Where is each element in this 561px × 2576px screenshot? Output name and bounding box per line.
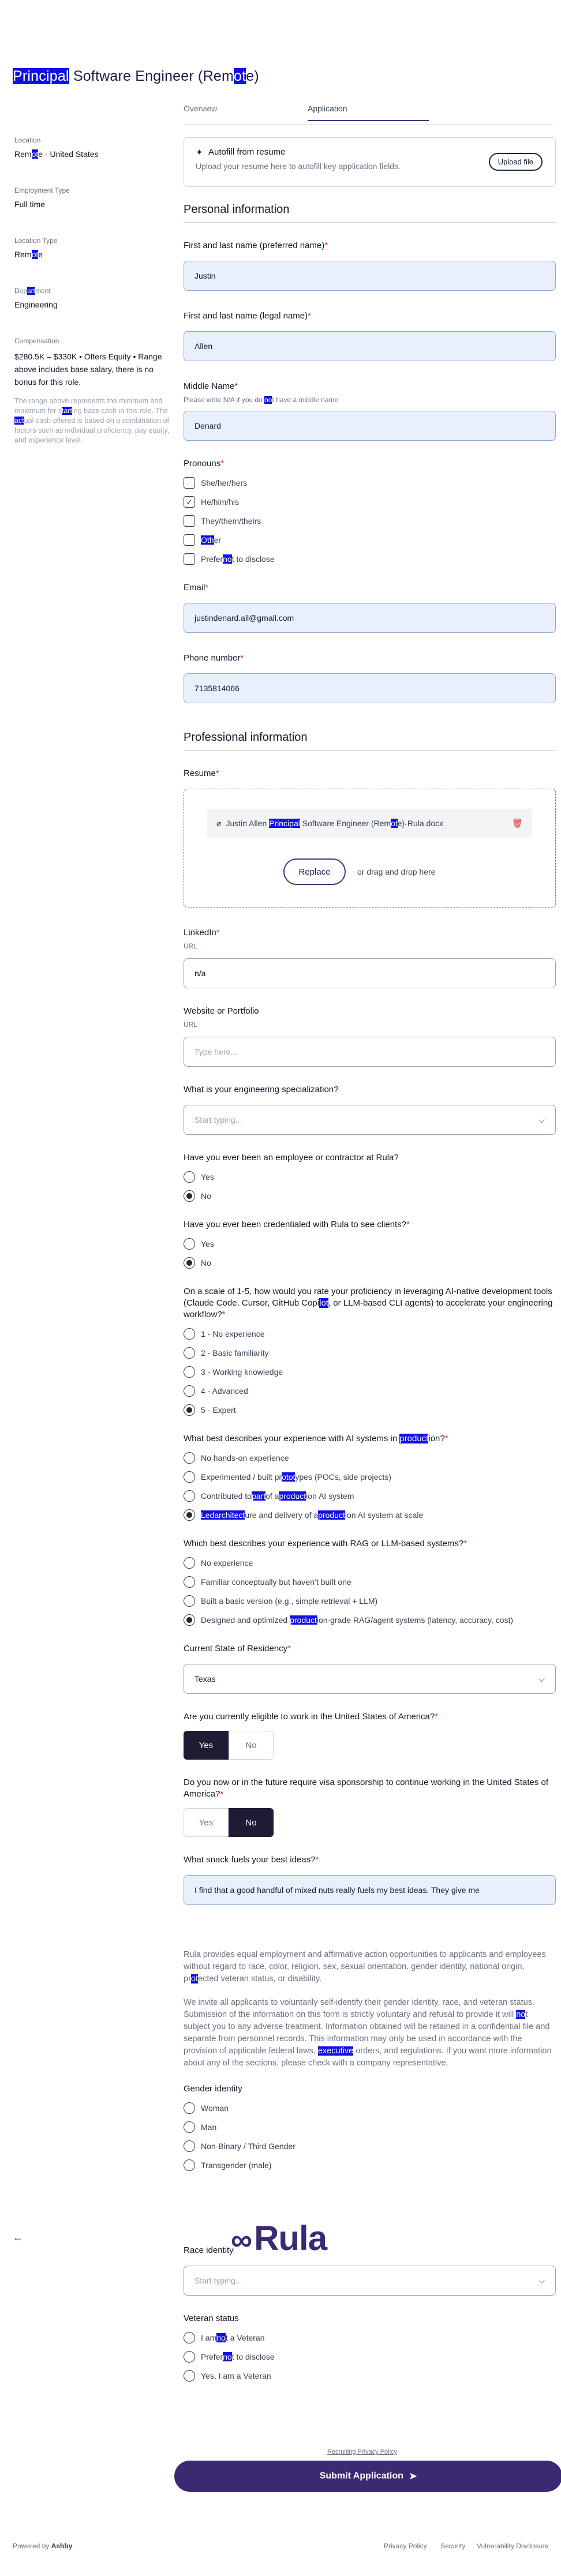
veteran-yes[interactable]: Yes, I am a Veteran [184,2370,556,2382]
middle-name-field: Middle Name* Please write N/A if you do not have a middle name Denard [184,381,556,441]
eligible-field: Are you currently eligible to work in the United States of America?* Yes No [184,1711,556,1760]
ai-option-3[interactable]: Contributed to part of a product ion AI system [184,1490,556,1502]
upload-file-button[interactable]: Upload file [489,153,543,171]
compensation-label: Compensation [14,337,59,345]
veteran-not[interactable]: I am no t a Veteran [184,2332,556,2343]
pronoun-option-she[interactable]: She/her/hers [184,477,556,489]
ai-option-2[interactable]: Experimented / built pr otot ypes (POCs, side projects) [184,1471,556,1483]
rag-option-2[interactable]: Familiar conceptually but haven’t built one [184,1576,556,1588]
veteran-field: Veteran status I am no t a Veteran Prefer no t to disclose Yes, I am a Veteran [184,2313,556,2382]
linkedin-input[interactable]: n/a [184,958,556,988]
compensation-value: $280.5K – $330K • Offers Equity • Range above includes base salary, there is no bonus for this role. [14,352,162,387]
contractor-field: Have you ever been an employee or contractor at Rula? Yes No [184,1152,556,1202]
autofill-card [184,137,556,187]
tab-application[interactable]: Application [308,104,429,121]
gender-field: Gender identity Woman Man Non-Binary / Third Gender Transgender (male) [184,2083,556,2171]
specialization-select[interactable]: Start typing... ⌵ [184,1105,556,1135]
professional-info-heading: Professional information [184,731,556,751]
job-sidebar [14,136,170,445]
residency-select[interactable]: Texas ⌵ [184,1664,556,1694]
send-icon: ➤ [409,2472,417,2481]
back-arrow-icon[interactable]: ← [13,2232,23,2243]
rag-field: Which best describes your experience with RAG or LLM-based systems?* No experience Familiar conceptually but haven’t built one Built a basic version (e.g., simple retrieval + LLM) Designed and optimized production-grade RAG/agent systems (latency, accuracy, cost) [184,1538,556,1626]
gender-nonbinary[interactable]: Non-Binary / Third Gender [184,2140,556,2152]
legal-name-input[interactable]: Allen [184,331,556,361]
department-value: Engineering [14,300,58,309]
veteran-prefer-not[interactable]: Prefer no t to disclose [184,2351,556,2363]
replace-button[interactable]: Replace [283,858,346,885]
scale-option-2[interactable]: 2 - Basic familiarity [184,1347,556,1359]
department-label: Department [14,287,51,295]
location-type-label: Location Type [14,237,58,245]
vulnerability-disclosure-link[interactable]: Vulnerability Disclosure [477,2542,549,2550]
preferred-name-field: First and last name (preferred name)* Justin [184,240,556,291]
tab-overview[interactable]: Overview [184,104,218,113]
eligible-yes-button[interactable]: Yes [184,1731,229,1760]
resume-field: Resume* ⌀ Justin Allen Principal Software Engineer (Remote)-Rula.docx 🗑 Replace or drag and drop here [184,768,556,908]
scale-option-4[interactable]: 4 - Advanced [184,1385,556,1397]
resume-dropzone[interactable] [184,789,556,908]
pronouns-field: Pronouns* She/her/hers ✓ He/him/his They/them/theirs Oth er Prefer no t to disclose [184,458,556,565]
resume-filename: Justin Allen Principal Software Engineer (Remote)-Rula.docx [226,819,444,828]
chevron-down-icon: ⌵ [538,1674,545,1683]
page-title: Principal Software Engineer (Remote) [13,68,259,84]
email-input[interactable]: justindenard.all@gmail.com [184,603,556,633]
pronoun-option-prefer-not[interactable]: Prefer no t to disclose [184,553,556,565]
residency-field: Current State of Residency* Texas ⌵ [184,1643,556,1694]
visa-no-button[interactable]: No [229,1808,274,1837]
contractor-yes[interactable]: Yes [184,1171,556,1183]
website-field: Website or Portfolio URL Type here... [184,1006,556,1067]
eeo-statement [184,1949,556,2069]
pronoun-option-they[interactable]: They/them/theirs [184,515,556,527]
ai-option-4[interactable]: Led architect ure and delivery of a product ion AI system at scale [184,1509,556,1521]
tab-bar [184,102,553,125]
powered-by: Powered by Ashby [13,2542,73,2550]
visa-yes-button[interactable]: Yes [184,1808,229,1837]
rula-logo: ∞Rula [231,2219,327,2258]
gender-woman[interactable]: Woman [184,2102,556,2114]
eligible-no-button[interactable]: No [229,1731,274,1760]
checkmark-icon: ✓ [184,496,195,508]
chevron-down-icon: ⌵ [538,2275,545,2285]
employment-type-value: Full time [14,200,45,209]
visa-field: Do you now or in the future require visa sponsorship to continue working in the United States of America?* Yes No [184,1777,556,1837]
checkbox-icon [184,553,195,565]
gender-man[interactable]: Man [184,2121,556,2133]
checkbox-icon [184,534,195,546]
checkbox-icon [184,515,195,527]
pronoun-option-he[interactable]: ✓ He/him/his [184,496,556,508]
trash-icon[interactable]: 🗑 [511,819,523,828]
pronoun-option-other[interactable]: Oth er [184,534,556,546]
phone-field: Phone number* 7135814066 [184,653,556,703]
credentialed-field: Have you ever been credentialed with Rula to see clients?* Yes No [184,1219,556,1269]
specialization-field: What is your engineering specialization? Start typing... ⌵ [184,1084,556,1135]
checkbox-icon [184,477,195,489]
security-link[interactable]: Security [440,2542,466,2550]
race-select[interactable]: Start typing... ⌵ [184,2266,556,2296]
drag-drop-hint: or drag and drop here [357,867,436,876]
legal-name-field: First and last name (legal name)* Allen [184,310,556,361]
rag-option-4[interactable]: Designed and optimized production-grade RAG/agent systems (latency, accuracy, cost) [184,1614,556,1626]
compensation-description: The range above represents the minimum and maximum for starting base cash in this role. The actual cash offered is based on a combination of factors such as individual proficiency, pay equity, and experience level. [14,397,170,444]
preferred-name-input[interactable]: Justin [184,261,556,291]
rula-mark-icon: ∞ [231,2223,252,2257]
sparkle-icon: ✦ [196,148,203,158]
autofill-title: Autofill from resume [208,147,286,157]
rag-option-3[interactable]: Built a basic version (e.g., simple retrieval + LLM) [184,1595,556,1607]
credentialed-yes[interactable]: Yes [184,1238,556,1250]
contractor-no[interactable]: No [184,1190,556,1202]
submit-application-button[interactable]: Submit Application ➤ [174,2461,561,2492]
race-field: Race identity Start typing... ⌵ [184,2245,556,2296]
ai-tools-field: On a scale of 1-5, how would you rate your proficiency in leveraging AI-native development tools (Claude Code, Cursor, GitHub Copilot, or LLM-based CLI agents) to accelerate your engineering workflow?* 1 - No experience 2 - Basic familiarity 3 - Working knowledge 4 - Advanced 5 - Expert [184,1286,556,1416]
snack-field: What snack fuels your best ideas?* I find that a good handful of mixed nuts really fuels my best ideas. They give me [184,1854,556,1905]
application-form [184,137,556,2382]
ashby-logo: Ashby [51,2542,73,2550]
autofill-subtitle: Upload your resume here to autofill key application fields. [196,162,401,171]
eeo-paragraph-2: We invite all applicants to voluntarily self-identify their gender identity, race, and veteran status. Submission of the information on this form is strictly voluntary and refusal to provide it will not subject you to any adverse treatment. Information obtained will be retained in a confidential file and separate from personnel records. This information may only be used in accordance with the provision of applicable federal laws, executive orders, and regulations. If you want more information about any of the sections, please check with a company representative. [184,1998,552,2068]
location-type-value: Remote [14,250,43,259]
privacy-policy-link[interactable]: Privacy Policy [384,2542,427,2550]
paperclip-icon: ⌀ [216,818,222,828]
recruiting-privacy-link[interactable]: Recruiting Privacy Policy [327,2448,398,2455]
resume-file [207,809,532,838]
snack-input[interactable]: I find that a good handful of mixed nuts really fuels my best ideas. They give me [184,1875,556,1905]
location-value: Remote - United States [14,149,99,159]
eeo-paragraph-1: Rula provides equal employment and affirmative action opportunities to applicants and employees without regard to race, color, religion, sex, sexual orientation, gender identity, national origin, protected veteran status, or disability. [184,1950,546,1983]
website-input[interactable]: Type here... [184,1037,556,1067]
ai-option-1[interactable]: No hands-on experience [184,1452,556,1464]
scale-option-1[interactable]: 1 - No experience [184,1328,556,1340]
employment-type-label: Employment Type [14,186,70,194]
gender-trans-male[interactable]: Transgender (male) [184,2159,556,2171]
email-field: Email* justindenard.all@gmail.com [184,582,556,633]
credentialed-no[interactable]: No [184,1257,556,1269]
personal-info-heading: Personal information [184,203,556,223]
ai-production-field: What best describes your experience with AI systems in production?* No hands-on experience Experimented / built pr otot ypes (POCs, side projects) Contributed to part of a product ion AI system Led architect ure and delivery of a product ion AI system at scale [184,1433,556,1521]
location-label: Location [14,136,41,144]
scale-option-3[interactable]: 3 - Working knowledge [184,1366,556,1378]
chevron-down-icon: ⌵ [538,1115,545,1124]
scale-option-5[interactable]: 5 - Expert [184,1404,556,1416]
rag-option-1[interactable]: No experience [184,1557,556,1569]
phone-input[interactable]: 7135814066 [184,673,556,703]
linkedin-field: LinkedIn* URL n/a [184,927,556,988]
middle-name-input[interactable]: Denard [184,411,556,441]
